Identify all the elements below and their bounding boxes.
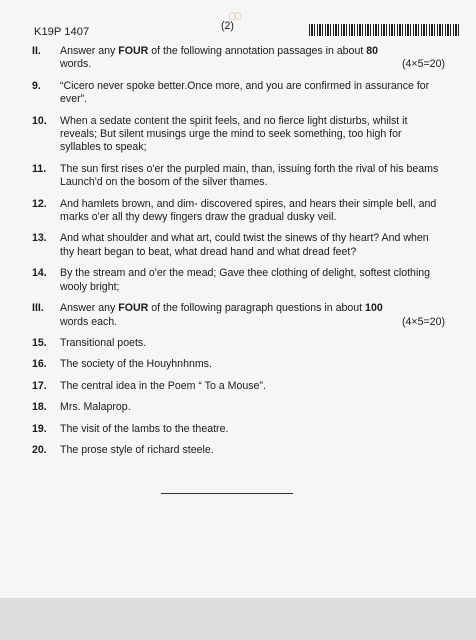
question-text: The prose style of richard steele. (60, 443, 214, 456)
question-text: By the stream and o'er the mead; Gave thee clothing of delight, softest clothing wooly bright; (60, 267, 431, 293)
end-rule (161, 493, 293, 494)
paragraph-questions (32, 337, 445, 457)
question-text: The society of the Houyhnhnms. (60, 358, 212, 371)
question-text: When a sedate content the spirit feels, and no fierce light disturbs, whilst it reveals; But silent musings urge the mind to seek something, too high for syllables to speak; (60, 114, 408, 154)
section-instruction-text: Answer any FOUR of the following paragraph questions in about 100 words each. (4×5=20) (60, 302, 445, 328)
page-number: (2) (221, 20, 234, 32)
section-marks: (4×5=20) (402, 315, 445, 328)
question-number: 13. (32, 232, 47, 245)
annotation-questions (32, 80, 445, 294)
section-2-instruction (32, 45, 445, 72)
question-item (32, 267, 445, 294)
section-3-instruction (32, 302, 445, 329)
question-text: Transitional poets. (60, 336, 147, 349)
question-text: The central idea in the Poem “ To a Mouse”. (60, 379, 266, 392)
question-item (32, 423, 445, 436)
question-item (32, 80, 445, 107)
question-number: 15. (32, 336, 47, 349)
question-number: 9. (32, 79, 41, 92)
bleed-through-mark: ꝏ (228, 9, 243, 24)
section-marks: (4×5=20) (402, 58, 445, 71)
questions-content (32, 45, 445, 465)
question-number: 10. (32, 114, 47, 127)
question-item (32, 337, 445, 350)
question-number: 14. (32, 267, 47, 280)
paper-code: K19P 1407 (34, 26, 90, 38)
question-text: Mrs. Malaprop. (60, 401, 131, 414)
question-item (32, 232, 445, 259)
question-number: 16. (32, 358, 47, 371)
question-item (32, 163, 445, 190)
section-instruction-text: Answer any FOUR of the following annotation passages in about 80 words. (4×5=20) (60, 45, 445, 71)
question-number: 18. (32, 401, 47, 414)
question-item (32, 198, 445, 225)
question-number: 20. (32, 443, 47, 456)
question-text: And hamlets brown, and dim- discovered spires, and hears their simple bell, and marks o'er all thy dewy fingers draw the gradual dusky veil. (60, 197, 437, 224)
question-text: And what shoulder and what art, could twist the sinews of thy heart? And when thy heart began to beat, what dread hand and what dread feet? (60, 232, 429, 258)
question-number: 12. (32, 197, 47, 210)
question-text: The visit of the lambs to the theatre. (60, 422, 229, 435)
question-item (32, 380, 445, 393)
question-number: 19. (32, 422, 47, 435)
question-item (32, 115, 445, 155)
barcode (309, 24, 459, 36)
section-number: II. (32, 45, 41, 57)
page-header (34, 20, 458, 40)
question-item (32, 401, 445, 414)
question-number: 17. (32, 379, 47, 392)
question-text: The sun first rises o'er the purpled main, than, issuing forth the rival of his beams Launch'd on the bosom of the silver thames. (60, 162, 439, 189)
question-item (32, 444, 445, 457)
question-item (32, 358, 445, 371)
section-number: III. (32, 302, 44, 315)
question-number: 11. (32, 162, 47, 175)
question-text: “Cicero never spoke better.Once more, and you are confirmed in assurance for ever”. (60, 79, 430, 106)
